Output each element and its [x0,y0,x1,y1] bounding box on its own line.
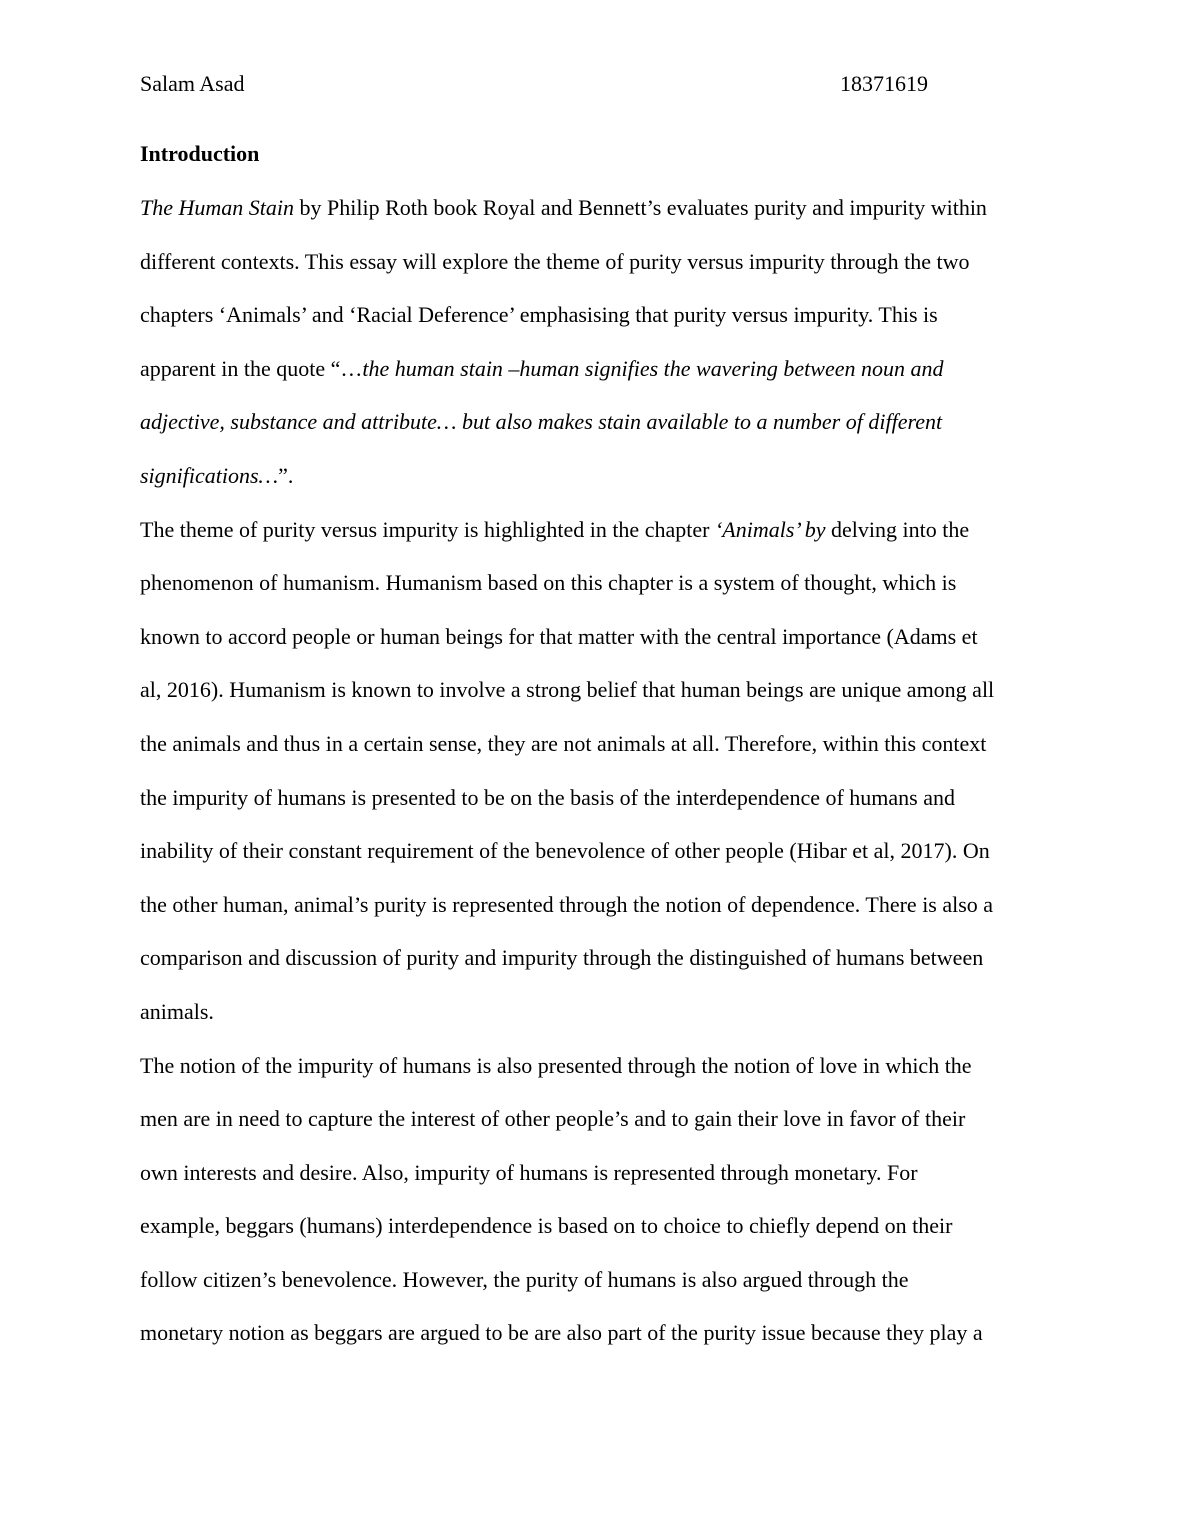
text-run: animals. [140,998,214,1024]
paragraph [140,1039,1052,1361]
student-id: 18371619 [840,71,928,96]
text-line [140,610,1052,664]
text-run: The theme of purity versus impurity is highlighted in the chapter [140,516,715,542]
text-line [140,878,1052,932]
text-run: by Philip Roth book Royal and Bennett’s evaluates purity and impurity within [294,195,987,220]
author-name: Salam Asad [140,71,245,96]
text-run: the other human, animal’s purity is represented through the notion of dependence. There is also a [140,891,994,917]
text-line [140,1199,1052,1253]
text-line [140,288,1052,342]
text-line [140,717,1052,771]
text-line [140,663,1052,717]
text-run: ”. [278,462,294,488]
text-line [140,449,1052,503]
text-line [140,1306,1052,1360]
text-line [140,824,1052,878]
text-run: The notion of the impurity of humans is also presented through the notion of love in which the [140,1052,972,1078]
italic-text-run: ‘Animals’ by [714,516,826,542]
paragraph [140,181,1052,503]
text-run: comparison and discussion of purity and impurity through the distinguished of humans between [140,945,984,971]
text-run: men are in need to capture the interest of other people’s and to gain their love in favor of their [140,1106,966,1132]
italic-text-run: The Human Stain [140,195,294,220]
text-line [140,1039,1052,1093]
text-line [140,1092,1052,1146]
text-run: apparent in the quote “… [140,355,363,381]
paragraph [140,503,1052,1039]
text-run: chapters ‘Animals’ and ‘Racial Deference’ emphasising that purity versus impurity. This is [140,302,938,328]
text-line [140,235,1052,289]
text-run: inability of their constant requirement of the benevolence of other people (Hibar et al, 2017). On [140,838,990,864]
paragraphs-container [140,181,1052,1360]
text-run: phenomenon of humanism. Humanism based on this chapter is a system of thought, which is [140,570,957,596]
text-line [140,931,1052,985]
document-body [140,140,1052,1360]
text-run: example, beggars (humans) interdependence is based on to choice to chiefly depend on their [140,1213,953,1239]
text-line [140,503,1052,557]
text-run: the animals and thus in a certain sense, they are not animals at all. Therefore, within this context [140,730,987,756]
italic-text-run: the human stain –human signifies the wavering between noun and [362,355,944,381]
text-line [140,342,1052,396]
text-line [140,985,1052,1039]
text-run: follow citizen’s benevolence. However, the purity of humans is also argued through the [140,1266,909,1292]
text-run: the impurity of humans is presented to be on the basis of the interdependence of humans and [140,784,956,810]
text-line [140,771,1052,825]
text-run: different contexts. This essay will explore the theme of purity versus impurity through the two [140,248,970,274]
text-line [140,1253,1052,1307]
page-header [140,70,928,100]
text-line [140,181,1052,235]
italic-text-run: adjective, substance and attribute… but also makes stain available to a number of different [140,409,943,435]
text-line [140,395,1052,449]
text-run: al, 2016). Humanism is known to involve a strong belief that human beings are unique among all [140,677,995,703]
text-run: monetary notion as beggars are argued to be are also part of the purity issue because they play a [140,1320,983,1346]
text-run: delving into the [825,516,970,542]
text-line [140,1146,1052,1200]
italic-text-run: significations… [140,462,279,488]
text-line [140,556,1052,610]
section-heading: Introduction [140,141,260,166]
text-run: own interests and desire. Also, impurity of humans is represented through monetary. For [140,1159,918,1185]
text-run: known to accord people or human beings for that matter with the central importance (Adams et [140,623,978,649]
